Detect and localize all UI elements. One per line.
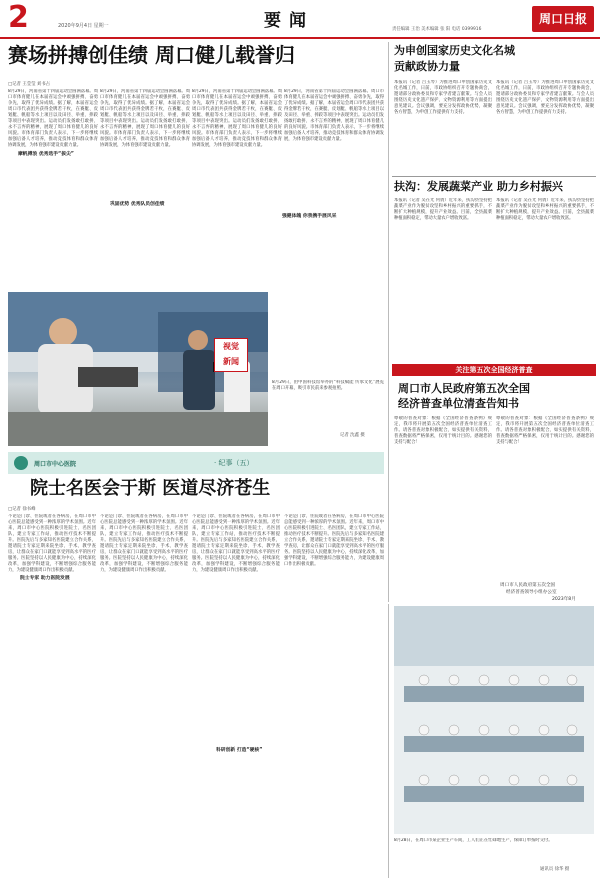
main-body-col3: 8月29日，河南省第十四届运动会圆满落幕。周口市体育健儿在本届省运会中顽强拼搏、奋勇争先，取得了优异成绩。据了解，本届省运会周口市代表团共获得金牌若干枚，在赛艇、皮划艇、帆船等水上项目以及田径、举重、摔跤等项目中表现突出。运动员们发扬敢打敢拼、永不言弃的精神，展现了周口体育健儿的良好风貌。市体育部门负责人表示，下一步将继续加强后备人才培养，推动竞技体育和群众体育协调发展，为体育强市建设贡献力量。 <box>192 89 282 148</box>
right2-headline: 扶沟：发展蔬菜产业 助力乡村振兴 <box>394 180 563 193</box>
factory-caption: 8月28日，在周口市某企业生产车间，工人们正在忙碌地生产，保障订单按时交付。 <box>394 838 553 843</box>
notice-signature-date: 2023年8月 <box>552 597 576 602</box>
bottom-body-col3: 不论是门诊、住院或者在各病房，在周口市中心医院总能感受到一种浓厚的学术氛围。近年来，周口市中心医院积极引进院士、名医团队，建立专家工作站，推动医疗技术不断提升。医院先后与多家知名医院建立合作关系，邀请院士专家定期来院坐诊、手术、教学查房，让群众在家门口就能享受到高水平的医疗服务。医院坚持以人民健康为中心，持续深化改革，加强学科建设，不断增强综合服务能力，为建设健康周口作出积极贡献。 <box>192 514 280 573</box>
right1-headline-2: 贡献政协力量 <box>394 60 460 73</box>
date-line: 2020年9月4日 星期一 <box>58 23 109 29</box>
factory-photo <box>394 606 594 834</box>
column-banner <box>8 452 384 474</box>
bottom-headline: 院士名医会于斯 医道尽济苍生 <box>30 478 271 499</box>
bottom-subhead-1: 院士专家 助力医院发展 <box>20 576 70 581</box>
right1-divider <box>392 176 596 177</box>
notice-body-col2: 尊敬的普查对象：根据《全国经济普查条例》规定，我市将开展第五次全国经济普查单位清查工作。请各普查对象积极配合，如实提供有关资料，普查数据将严格保密，仅用于统计目的。感谢您的支持与配合！ <box>496 416 594 445</box>
photo-label-line1: 视觉 <box>223 342 239 351</box>
right1-body-col1: 本报讯（记者 吕玉琴）为推进周口申创国家历史文化名城工作，日前，市政协组织召开专题协商会，邀请部分政协委员和专家学者建言献策。与会人员围绕历史文化遗产保护、文物资源利用等方面提出意见建议。会议强调，要充分发挥政协优势，凝聚各方智慧，为申创工作提供有力支持。 <box>394 80 492 115</box>
section-title: 要闻 <box>264 11 314 31</box>
right1-headline-1: 为申创国家历史文化名城 <box>394 44 515 57</box>
main-body-col1 <box>8 89 98 289</box>
right2-body-col1: 本报讯（记者 吴在光 何倩）近年来，扶沟县坚持把蔬菜产业作为脱贫攻坚和乡村振兴的重要抓手，不断扩大种植规模，提升产业效益。目前，全县蔬菜种植面积稳定，带动大量农户增收致富。 <box>394 198 492 221</box>
masthead <box>0 0 600 38</box>
right2-body-col2: 本报讯（记者 吴在光 何倩）近年来，扶沟县坚持把蔬菜产业作为脱贫攻坚和乡村振兴的重要抓手，不断扩大种植规模，提升产业效益。目前，全县蔬菜种植面积稳定，带动大量农户增收致富。 <box>496 198 594 221</box>
main-headline: 赛场拼搏创佳绩 周口健儿载誉归 <box>8 43 295 67</box>
main-subhead-3: 强健体魄 你我携手展风采 <box>282 214 337 219</box>
column-divider-bottom <box>388 604 389 878</box>
notice-banner <box>392 364 596 376</box>
notice-body-col1: 尊敬的普查对象：根据《全国经济普查条例》规定，我市将开展第五次全国经济普查单位清查工作。请各普查对象积极配合，如实提供有关资料，普查数据将严格保密，仅用于统计目的。感谢您的支持与配合！ <box>394 416 492 445</box>
editors-line: 责任编辑 王治 美术编辑 张 阳 电话 0399916 <box>392 27 482 32</box>
page-number: 2 <box>8 0 29 35</box>
notice-headline-1: 周口市人民政府第五次全国 <box>398 382 530 395</box>
bottom-body-col1: 不论是门诊、住院或者在各病房，在周口市中心医院总能感受到一种浓厚的学术氛围。近年来，周口市中心医院积极引进院士、名医团队，建立专家工作站，推动医疗技术不断提升。医院先后与多家知名医院建立合作关系，邀请院士专家定期来院坐诊、手术、教学查房，让群众在家门口就能享受到高水平的医疗服务。医院坚持以人民健康为中心，持续深化改革，加强学科建设，不断增强综合服务能力，为建设健康周口作出积极贡献。 <box>8 514 96 573</box>
main-subhead-1: 摩帆搏浪 优秀选手“拔尖” <box>18 152 74 157</box>
photo-credit: 记者 沈鑫 摄 <box>340 433 365 438</box>
column-banner-logo: 周口市中心医院 <box>34 461 77 468</box>
main-body-col4: 8月29日，河南省第十四届运动会圆满落幕。周口市体育健儿在本届省运会中顽强拼搏、奋勇争先，取得了优异成绩。据了解，本届省运会周口市代表团共获得金牌若干枚，在赛艇、皮划艇、帆船等水上项目以及田径、举重、摔跤等项目中表现突出。运动员们发扬敢打敢拼、永不言弃的精神，展现了周口体育健儿的良好风貌。市体育部门负责人表示，下一步将继续加强后备人才培养，推动竞技体育和群众体育协调发展，为体育强市建设贡献力量。 <box>284 89 384 142</box>
main-body-text: 8月29日，河南省第十四届运动会圆满落幕。周口市体育健儿在本届省运会中顽强拼搏、奋勇争先，取得了优异成绩。据了解，本届省运会周口市代表团共获得金牌若干枚，在赛艇、皮划艇、帆船等水上项目以及田径、举重、摔跤等项目中表现突出。运动员们发扬敢打敢拼、永不言弃的精神，展现了周口体育健儿的良好风貌。市体育部门负责人表示，下一步将继续加强后备人才培养，推动竞技体育和群众体育协调发展，为体育强市建设贡献力量。 <box>8 89 98 148</box>
bottom-body-col2: 不论是门诊、住院或者在各病房，在周口市中心医院总能感受到一种浓厚的学术氛围。近年来，周口市中心医院积极引进院士、名医团队，建立专家工作站，推动医疗技术不断提升。医院先后与多家知名医院建立合作关系，邀请院士专家定期来院坐诊、手术、教学查房，让群众在家门口就能享受到高水平的医疗服务。医院坚持以人民健康为中心，持续深化改革，加强学科建设，不断增强综合服务能力，为建设健康周口作出积极贡献。 <box>100 514 188 573</box>
paper-name: 周口日报 <box>538 12 587 26</box>
column-banner-tag: · 纪事（五） <box>214 459 254 467</box>
paper-logo <box>532 6 594 32</box>
main-byline: □记者 王莹莹 刘书占 <box>8 82 51 87</box>
notice-banner-text: 关注第五次全国经济普查 <box>455 366 533 374</box>
notice-headline-2: 经济普查单位清查告知书 <box>398 397 519 410</box>
masthead-rule <box>0 37 600 39</box>
right1-body-col2: 本报讯（记者 吕玉琴）为推进周口申创国家历史文化名城工作，日前，市政协组织召开专题协商会，邀请部分政协委员和专家学者建言献策。与会人员围绕历史文化遗产保护、文物资源利用等方面提出意见建议。会议强调，要充分发挥政协优势，凝聚各方智慧，为申创工作提供有力支持。 <box>496 80 594 115</box>
main-subhead-2: 巩固优势 优秀队员创佳绩 <box>110 202 165 207</box>
hospital-logo-icon <box>14 456 28 470</box>
bottom-subhead-2: 科研创新 打造“硬核” <box>216 748 263 753</box>
bottom-body-col4: 不论是门诊、住院或者在各病房，在周口市中心医院总能感受到一种浓厚的学术氛围。近年来，周口市中心医院积极引进院士、名医团队，建立专家工作站，推动医疗技术不断提升。医院先后与多家知名医院建立合作关系，邀请院士专家定期来院坐诊、手术、教学查房，让群众在家门口就能享受到高水平的医疗服务。医院坚持以人民健康为中心，持续深化改革，加强学科建设，不断增强综合服务能力，为建设健康周口作出积极贡献。 <box>284 514 384 567</box>
photo-label <box>214 338 248 372</box>
factory-scene <box>394 606 594 834</box>
column-divider-main <box>388 42 389 602</box>
factory-credit: 通讯员 徐华 摄 <box>540 867 570 872</box>
main-body-col2: 8月29日，河南省第十四届运动会圆满落幕。周口市体育健儿在本届省运会中顽强拼搏、奋勇争先，取得了优异成绩。据了解，本届省运会周口市代表团共获得金牌若干枚，在赛艇、皮划艇、帆船等水上项目以及田径、举重、摔跤等项目中表现突出。运动员们发扬敢打敢拼、永不言弃的精神，展现了周口体育健儿的良好风貌。市体育部门负责人表示，下一步将继续加强后备人才培养，推动竞技体育和群众体育协调发展，为体育强市建设贡献力量。 <box>100 89 190 148</box>
bottom-byline: □记者 徐书峰 <box>8 507 36 512</box>
photo-label-line2: 新闻 <box>223 357 239 366</box>
notice-signature-2: 经济普查领导小组办公室 <box>506 590 557 595</box>
notice-signature-1: 周口市人民政府第五次全国 <box>500 583 556 588</box>
photo-caption: 8月29日，由中国科技馆举办的“科技赋能 传承文化”展览在周口开幕，吸引市民前来参观拍照。 <box>272 380 384 391</box>
